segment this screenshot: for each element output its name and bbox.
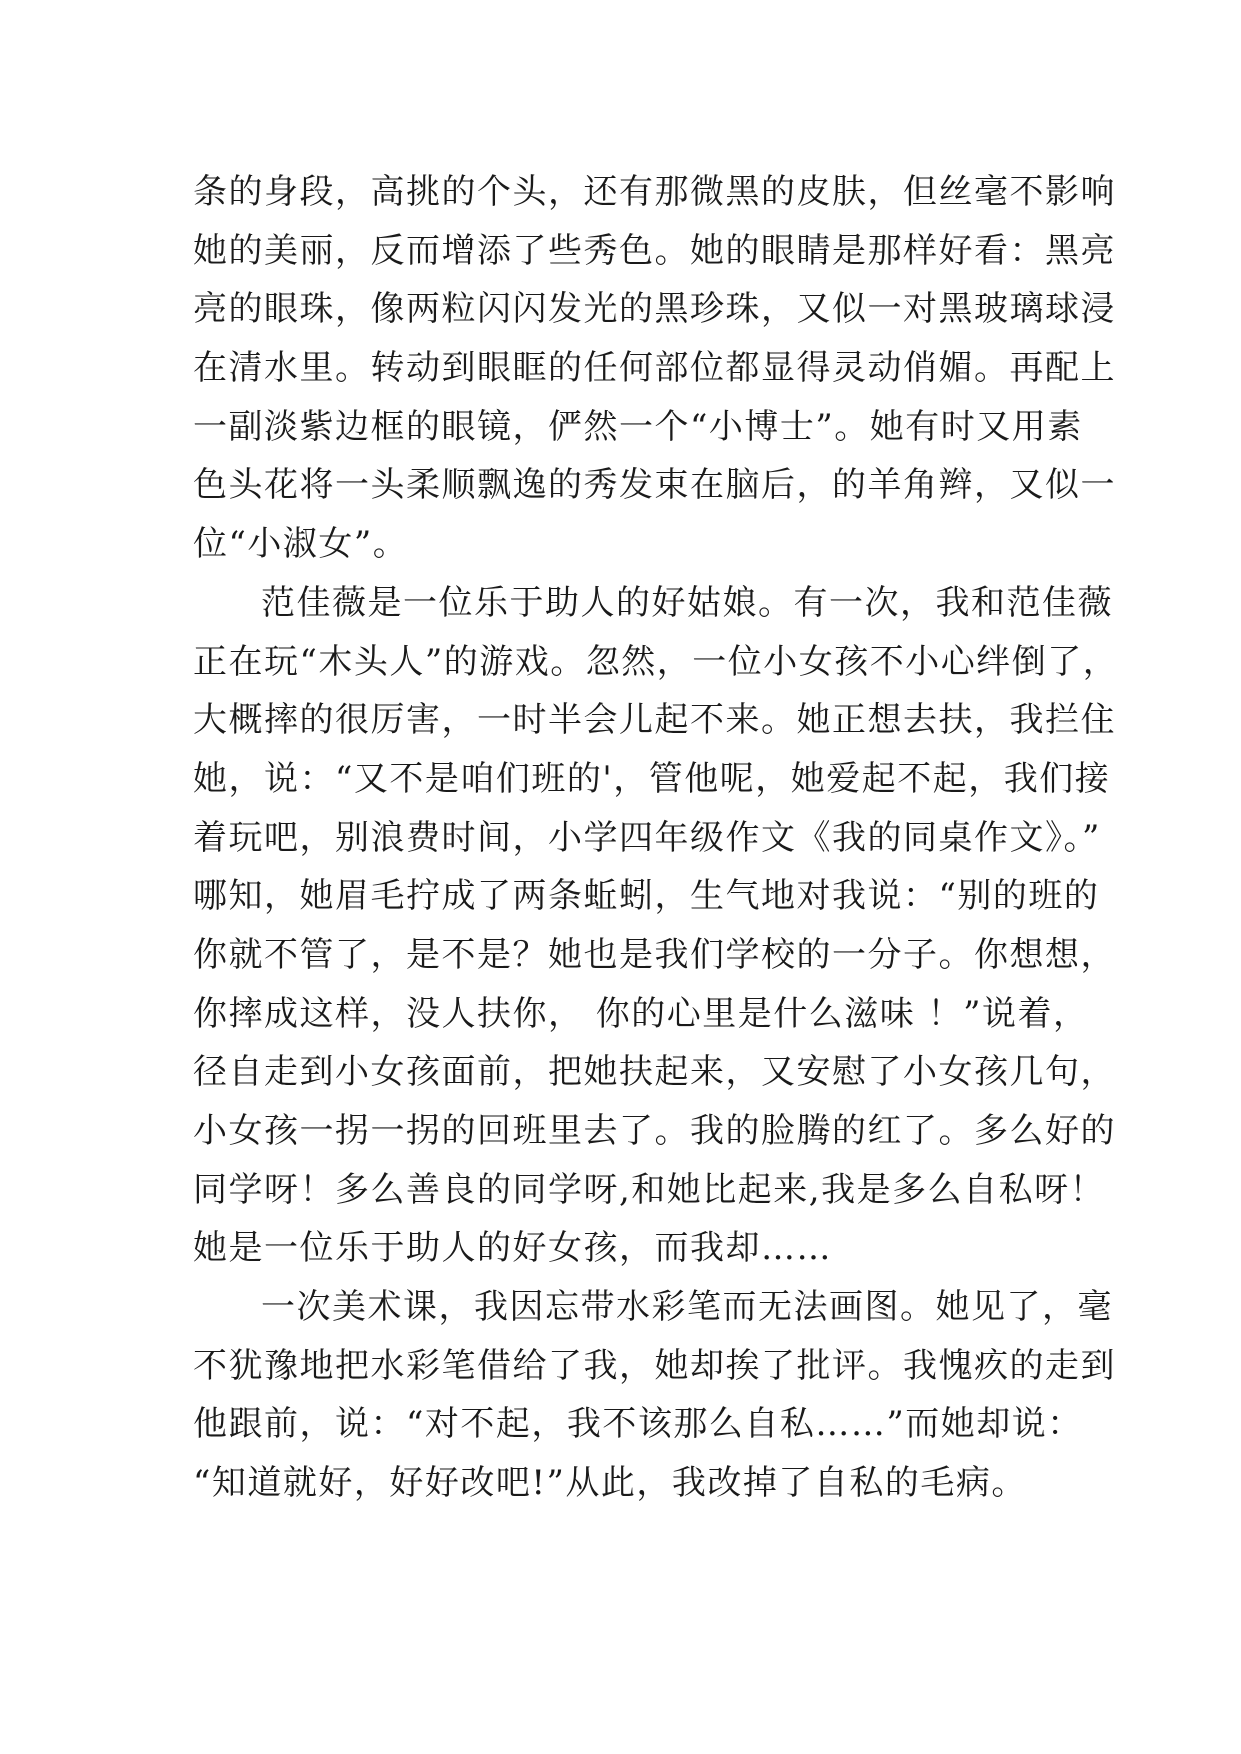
text-line: 径自走到小女孩面前，把她扶起来，又安慰了小女孩几句， (193, 1052, 1116, 1093)
text-line: 正在玩“木头人”的游戏。忽然，一位小女孩不小心绊倒了， (193, 641, 1119, 682)
text-line: 在清水里。转动到眼眶的任何部位都显得灵动俏媚。再配上 (193, 348, 1116, 389)
text-line: 她是一位乐于助人的好女孩，而我却…… (193, 1228, 832, 1269)
text-line: 她的美丽，反而增添了些秀色。她的眼睛是那样好看：黑亮 (193, 230, 1116, 271)
text-line: 一副淡紫边框的眼镜，俨然一个“小博士”。她有时又用素 (193, 406, 1083, 447)
text-line: 条的身段，高挑的个头，还有那微黑的皮肤，但丝毫不影响 (193, 172, 1116, 212)
text-line: 着玩吧，别浪费时间，小学四年级作文《我的同桌作文》。” (193, 817, 1101, 858)
paragraph-start-line: 范佳薇是一位乐于助人的好姑娘。有一次，我和范佳薇 (261, 582, 1113, 623)
text-line: 亮的眼珠，像两粒闪闪发光的黑珍珠，又似一对黑玻璃球浸 (193, 289, 1116, 330)
text-line: 哪知，她眉毛拧成了两条蚯蚓，生气地对我说：“别的班的 (193, 876, 1100, 917)
text-line: 你就不管了，是不是？她也是我们学校的一分子。你想想， (193, 934, 1116, 975)
paragraph-start-line: 一次美术课，我因忘带水彩笔而无法画图。她见了，毫 (261, 1287, 1113, 1328)
text-line: 同学呀！多么善良的同学呀,和她比起来,我是多么自私呀！ (193, 1169, 1106, 1210)
text-line: “知道就好，好好改吧!”从此，我改掉了自私的毛病。 (193, 1463, 1027, 1504)
text-line: 小女孩一拐一拐的回班里去了。我的脸腾的红了。多么好的 (193, 1111, 1116, 1151)
text-line: 大概摔的很厉害，一时半会儿起不来。她正想去扶，我拦住 (193, 700, 1116, 741)
text-line: 他跟前，说：“对不起，我不该那么自私……”而她却说： (193, 1404, 1083, 1445)
text-line: 她，说：“又不是咱们班的'，管他呢，她爱起不起，我们接 (193, 758, 1111, 799)
text-line: 你摔成这样，没人扶你， 你的心里是什么滋味 ！”说着， (193, 993, 1089, 1034)
essay-body (193, 163, 1119, 1513)
text-line: 不犹豫地把水彩笔借给了我，她却挨了批评。我愧疚的走到 (193, 1345, 1116, 1386)
text-line: 位“小淑女”。 (193, 524, 409, 565)
text-line: 色头花将一头柔顺飘逸的秀发束在脑后，的羊角辫，又似一 (193, 465, 1116, 506)
